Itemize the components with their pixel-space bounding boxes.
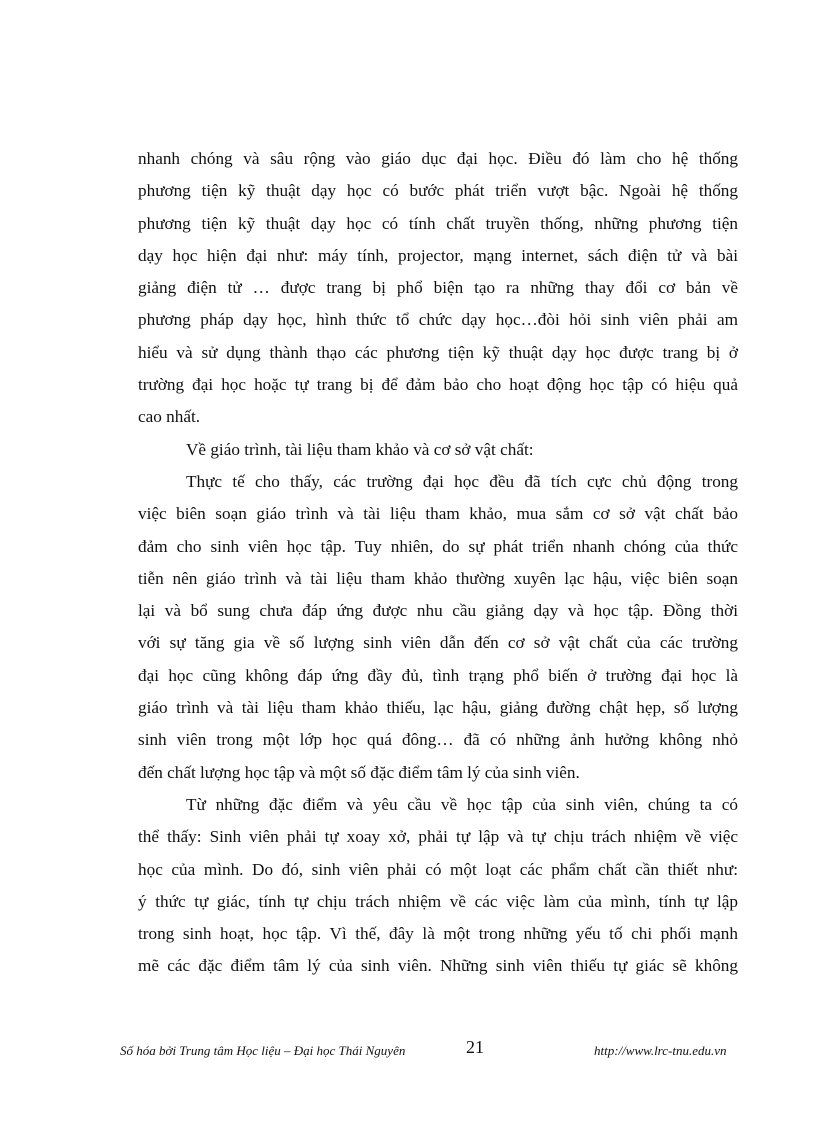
page-number: 21 [466, 1037, 484, 1057]
body-line: thể thấy: Sinh viên phải tự xoay xở, phải tự lập và tự chịu trách nhiệm về việc [138, 827, 738, 847]
body-line: cao nhất. [138, 407, 201, 427]
body-line: phương pháp dạy học, hình thức tổ chức dạy học…đòi hỏi sinh viên phải am [138, 310, 738, 330]
body-line: giảng điện tử … được trang bị phổ biện tạo ra những thay đổi cơ bản về [138, 278, 738, 298]
body-line: lại và bổ sung chưa đáp ứng được nhu cầu giảng dạy và học tập. Đồng thời [138, 601, 738, 621]
body-line: giáo trình và tài liệu tham khảo thiếu, lạc hậu, giảng đường chật hẹp, số lượng [138, 698, 738, 718]
body-line: phương tiện kỹ thuật dạy học có bước phát triển vượt bậc. Ngoài hệ thống [138, 181, 738, 201]
body-line: với sự tăng gia về số lượng sinh viên dẫn đến cơ sở vật chất của các trường [138, 633, 738, 653]
body-line: mẽ các đặc điểm tâm lý của sinh viên. Những sinh viên thiếu tự giác sẽ không [138, 956, 738, 976]
body-line: trong sinh hoạt, học tập. Vì thế, đây là một trong những yếu tố chi phối mạnh [138, 924, 738, 944]
body-line: ý thức tự giác, tính tự chịu trách nhiệm về các việc làm của mình, tính tự lập [138, 891, 738, 911]
document-body [138, 143, 738, 983]
footer-source-text: Số hóa bởi Trung tâm Học liệu – Đại học Thái Nguyên [120, 1043, 406, 1058]
section-heading: Về giáo trình, tài liệu tham khảo và cơ sở vật chất: [186, 439, 534, 459]
body-line: sinh viên trong một lớp học quá đông… đã có những ảnh hưởng không nhỏ [138, 730, 738, 750]
body-line: hiểu và sử dụng thành thạo các phương tiện kỹ thuật dạy học được trang bị ở [138, 342, 738, 362]
body-line: phương tiện kỹ thuật dạy học có tính chất truyền thống, những phương tiện [138, 213, 738, 233]
body-line: tiễn nên giáo trình và tài liệu tham khảo thường xuyên lạc hậu, việc biên soạn [138, 568, 738, 588]
page-footer [0, 1037, 816, 1073]
body-line: việc biên soạn giáo trình và tài liệu tham khảo, mua sắm cơ sở vật chất bảo [138, 504, 738, 524]
body-line: Từ những đặc điểm và yêu cầu về học tập của sinh viên, chúng ta có [186, 794, 738, 814]
body-line: đến chất lượng học tập và một số đặc điểm tâm lý của sinh viên. [138, 762, 580, 782]
footer-url: http://www.lrc-tnu.edu.vn [594, 1043, 727, 1058]
body-line: dạy học hiện đại như: máy tính, projector, mạng internet, sách điện tử và bài [138, 245, 738, 265]
body-line: trường đại học hoặc tự trang bị để đảm bảo cho hoạt động học tập có hiệu quả [138, 375, 738, 395]
body-line: Thực tế cho thấy, các trường đại học đều đã tích cực chủ động trong [186, 471, 738, 491]
body-line: học của mình. Do đó, sinh viên phải có một loạt các phẩm chất cần thiết như: [138, 859, 738, 879]
body-line: đại học cũng không đáp ứng đầy đủ, tình trạng phổ biến ở trường đại học là [138, 665, 738, 685]
body-line: nhanh chóng và sâu rộng vào giáo dục đại học. Điều đó làm cho hệ thống [138, 149, 738, 168]
body-line: đảm cho sinh viên học tập. Tuy nhiên, do sự phát triển nhanh chóng của thức [138, 536, 738, 556]
